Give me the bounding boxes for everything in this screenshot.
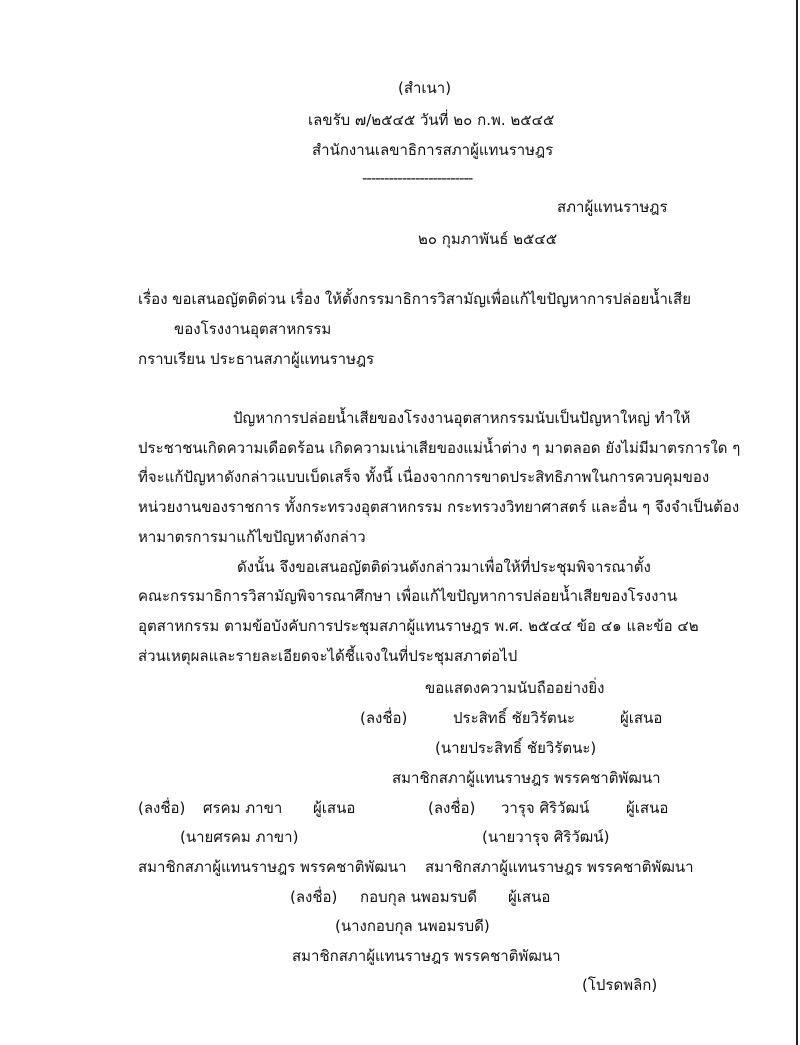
sign-label: (ลงชื่อ): [360, 709, 408, 727]
paragraph-2-line: ส่วนเหตุผลและรายละเอียดจะได้ชี้แจงในที่ประชุมสภาต่อไป: [138, 647, 518, 665]
proposer-label: ผู้เสนอ: [508, 888, 551, 906]
paragraph-2-line: ดังนั้น จึงขอเสนอญัตติด่วนดังกล่าวมาเพื่อให้ที่ประชุมพิจารณาตั้ง: [237, 558, 651, 576]
paragraph-1-line: หน่วยงานของราชการ ทั้งกระทรวงอุตสาหกรรม กระทรวงวิทยาศาสตร์ และอื่น ๆ จึงจำเป็นต้อง: [138, 498, 740, 516]
subject-line: เรื่อง ขอเสนอญัตติด่วน เรื่อง ให้ตั้งกรรมาธิการวิสามัญเพื่อแก้ไขปัญหาการปล่อยน้ำเสีย: [138, 290, 692, 308]
divider-line: -------------------------: [362, 169, 473, 187]
signer-2-role: สมาชิกสภาผู้แทนราษฎร พรรคชาติพัฒนา: [138, 858, 407, 876]
signer-3-name: วารุจ ศิริวัฒน์: [501, 799, 590, 817]
signer-1-fullname: (นายประสิทธิ์ ชัยวิรัตนะ): [435, 739, 597, 757]
proposer-label: ผู้เสนอ: [620, 709, 663, 727]
subject-line-2: ของโรงงานอุตสาหกรรม: [174, 320, 332, 338]
sign-label: (ลงชื่อ): [428, 799, 476, 817]
salutation: กราบเรียน ประธานสภาผู้แทนราษฎร: [138, 350, 375, 368]
signer-3-fullname: (นายวารุจ ศิริวัฒน์): [482, 828, 610, 846]
sign-label: (ลงชื่อ): [138, 799, 186, 817]
paragraph-1-line: ที่จะแก้ปัญหาดังกล่าวแบบเบ็ดเสร็จ ทั้งนี้ เนื่องจากการขาดประสิทธิภาพในการควบคุมของ: [138, 468, 710, 486]
paragraph-1-line: หามาตรการมาแก้ไขปัญหาดังกล่าว: [138, 528, 366, 546]
page-border: [796, 0, 798, 1045]
paragraph-1-line: ปัญหาการปล่อยน้ำเสียของโรงงานอุตสาหกรรมนับเป็นปัญหาใหญ่ ทำให้: [233, 409, 691, 427]
paragraph-2-line: อุตสาหกรรม ตามข้อบังคับการประชุมสภาผู้แทนราษฎร พ.ศ. ๒๕๔๔ ข้อ ๔๑ และข้อ ๔๒: [138, 617, 699, 635]
signer-2-name: ศรคม ภาขา: [203, 799, 283, 817]
signer-3-role: สมาชิกสภาผู้แทนราษฎร พรรคชาติพัฒนา: [425, 858, 694, 876]
paragraph-2-line: คณะกรรมาธิการวิสามัญพิจารณาศึกษา เพื่อแก้ไขปัญหาการปล่อยน้ำเสียของโรงงาน: [138, 587, 678, 605]
sign-label: (ลงชื่อ): [290, 888, 338, 906]
signer-2-fullname: (นายศรคม ภาขา): [180, 828, 299, 846]
sender-org: สภาผู้แทนราษฎร: [557, 198, 668, 216]
paragraph-1-line: ประชาชนเกิดความเดือดร้อน เกิดความเน่าเสียของแม่น้ำต่าง ๆ มาตลอด ยังไม่มีมาตรการใด ๆ: [138, 439, 741, 457]
proposer-label: ผู้เสนอ: [626, 799, 669, 817]
closing: ขอแสดงความนับถืออย่างยิ่ง: [425, 679, 605, 697]
signer-1-name: ประสิทธิ์ ชัยวิรัตนะ: [453, 709, 576, 727]
signer-4-role: สมาชิกสภาผู้แทนราษฎร พรรคชาติพัฒนา: [292, 947, 561, 965]
signer-4-fullname: (นางกอบกุล นพอมรบดี): [335, 917, 490, 935]
receipt-line: เลขรับ ๗/๒๕๔๕ วันที่ ๒๐ ก.พ. ๒๕๔๕: [308, 111, 555, 129]
office-name: สำนักงานเลขาธิการสภาผู้แทนราษฎร: [312, 141, 554, 159]
copy-label: (สำเนา): [398, 79, 452, 97]
proposer-label: ผู้เสนอ: [313, 799, 356, 817]
signer-1-role: สมาชิกสภาผู้แทนราษฎร พรรคชาติพัฒนา: [392, 769, 661, 787]
letter-date: ๒๐ กุมภาพันธ์ ๒๕๔๕: [418, 230, 558, 248]
turn-over-note: (โปรดพลิก): [582, 976, 658, 994]
signer-4-name: กอบกุล นพอมรบดี: [360, 888, 478, 906]
